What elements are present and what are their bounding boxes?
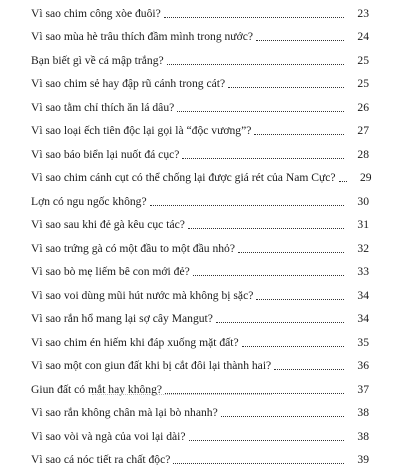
- dot-leader: [188, 228, 344, 229]
- toc-entry-page: 32: [347, 242, 369, 256]
- toc-entry-title: Vì sao bò mẹ liếm bê con mới đẻ?: [31, 265, 190, 279]
- toc-entry: [31, 444, 369, 467]
- toc-entry: [31, 232, 369, 256]
- toc-entry-title: Vì sao loại ếch tiên độc lại gọi là “độc vương”?: [31, 124, 251, 138]
- toc-entry-page: 25: [347, 54, 369, 68]
- toc-entry-page: 26: [347, 101, 369, 115]
- toc-entry-page: 34: [347, 312, 369, 326]
- toc-entry-title: Vì sao vòi và ngà của voi lại dài?: [31, 430, 186, 444]
- toc-entry: [31, 0, 369, 21]
- toc-entry-page: 36: [347, 359, 369, 373]
- dot-leader: [256, 299, 344, 300]
- toc-entry-title: Vì sao sau khi đẻ gà kêu cục tác?: [31, 218, 185, 232]
- dot-leader: [221, 416, 344, 417]
- toc-entry: [31, 326, 369, 350]
- toc-entry-page: 37: [347, 383, 369, 397]
- dot-leader: [254, 134, 344, 135]
- toc-entry-page: 30: [347, 195, 369, 209]
- toc-entry: [31, 373, 369, 397]
- toc-entry-title: Vì sao rắn không chân mà lại bò nhanh?: [31, 406, 218, 420]
- toc-entry-page: 31: [347, 218, 369, 232]
- toc-entry-page: 39: [347, 453, 369, 467]
- toc-entry-title: Vì sao voi dùng mũi hút nước mà không bị sặc?: [31, 289, 253, 303]
- toc-entry: [31, 115, 369, 139]
- toc-entry: [31, 162, 369, 186]
- toc-entry-title: Vì sao rắn hổ mang lại sợ cây Mangut?: [31, 312, 213, 326]
- dot-leader: [150, 205, 344, 206]
- toc-entry-title: Vì sao cá nóc tiết ra chất độc?: [31, 453, 170, 467]
- dot-leader: [193, 275, 344, 276]
- toc-entry-title: Vì sao chim én hiếm khi đáp xuống mặt đất?: [31, 336, 239, 350]
- toc-entry-page: 23: [347, 7, 369, 21]
- toc-entry-page: 25: [347, 77, 369, 91]
- dot-leader: [189, 440, 344, 441]
- toc-entry-title: Lợn có ngu ngốc không?: [31, 195, 147, 209]
- toc-entry-title: Bạn biết gì về cá mập trắng?: [31, 54, 164, 68]
- toc-entry-page: 28: [347, 148, 369, 162]
- dot-leader: [164, 17, 344, 18]
- toc-entry-page: 29: [350, 171, 372, 185]
- toc-entry-page: 33: [347, 265, 369, 279]
- toc-entry-title: Vì sao mùa hè trâu thích đầm mình trong nước?: [31, 30, 253, 44]
- toc-entry-title: Vì sao trứng gà có một đầu to một đầu nhỏ?: [31, 242, 235, 256]
- toc-entry: [31, 44, 369, 68]
- toc-entry: [31, 138, 369, 162]
- toc-entry: [31, 256, 369, 280]
- toc-entry: [31, 420, 369, 444]
- toc-entry: [31, 185, 369, 209]
- toc-entry: [31, 91, 369, 115]
- toc-entry-title: Vì sao chim cánh cụt có thể chống lại được giá rét của Nam Cực?: [31, 171, 336, 185]
- toc-entry: [31, 303, 369, 327]
- dot-leader: [177, 111, 344, 112]
- dot-leader: [238, 252, 344, 253]
- toc-entry-title: Vì sao tằm chỉ thích ăn lá dâu?: [31, 101, 174, 115]
- dot-leader: [173, 463, 344, 464]
- dot-leader: [182, 158, 344, 159]
- toc-entry-page: 35: [347, 336, 369, 350]
- toc-entry-title: Vì sao chim sẻ hay đập rũ cánh trong cát?: [31, 77, 225, 91]
- toc-entry: [31, 209, 369, 233]
- toc-entry-title: Vì sao chim công xòe đuôi?: [31, 7, 161, 21]
- dot-leader: [242, 346, 344, 347]
- toc-entry-title: Vì sao một con giun đất khi bị cắt đôi lại thành hai?: [31, 359, 271, 373]
- toc-entry-page: 38: [347, 406, 369, 420]
- toc-entry-page: 34: [347, 289, 369, 303]
- toc-entry: [31, 350, 369, 374]
- toc-entry-page: 38: [347, 430, 369, 444]
- dot-leader: [167, 64, 344, 65]
- toc-entry-page: 24: [347, 30, 369, 44]
- toc-entry-title: Vì sao báo biển lại nuốt đá cục?: [31, 148, 179, 162]
- dot-leader: [339, 181, 347, 182]
- toc-entry-title: Giun đất có mắt hay không?: [31, 383, 162, 397]
- toc-entry: [31, 21, 369, 45]
- toc-entry: [31, 279, 369, 303]
- dot-leader: [256, 40, 344, 41]
- dot-leader: [228, 87, 344, 88]
- toc-entry: [31, 68, 369, 92]
- dot-leader: [216, 322, 344, 323]
- dot-leader: [274, 369, 344, 370]
- toc-entry-page: 27: [347, 124, 369, 138]
